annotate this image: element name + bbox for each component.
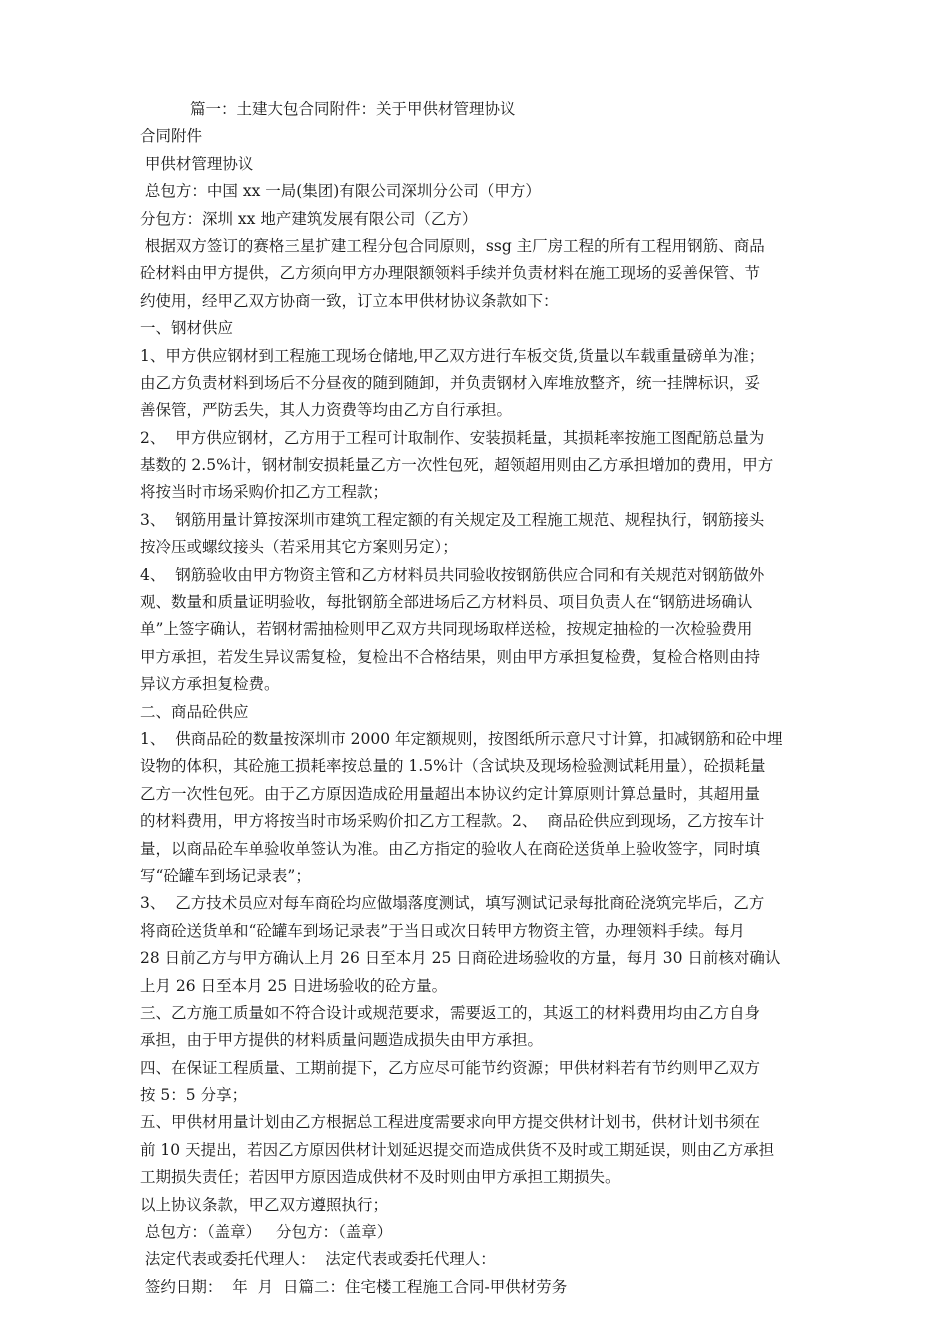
text-line: 将商砼送货单和“砼罐车到场记录表”于当日或次日转甲方物资主管，办理领料手续。每月 [140, 921, 745, 940]
text-line: 观、数量和质量证明验收，每批钢筋全部进场后乙方材料员、项目负责人在“钢筋进场确认 [140, 593, 753, 612]
text-line: 三、乙方施工质量如不符合设计或规范要求，需要返工的，其返工的材料费用均由乙方自身 [140, 1003, 761, 1022]
text-line: 签约日期： 年 月 日篇二：住宅楼工程施工合同-甲供材劳务 [140, 1277, 568, 1296]
text-line: 承担，由于甲方提供的材料质量问题造成损失由甲方承担。 [140, 1031, 544, 1050]
document-body [140, 123, 820, 1301]
text-line: 合同附件 [140, 127, 203, 146]
text-line: 设物的体积，其砼施工损耗率按总量的 1.5%计（含试块及现场检验测试耗用量），砼损耗量 [140, 757, 766, 776]
text-line: 28 日前乙方与甲方确认上月 26 日至本月 25 日商砼进场验收的方量，每月 30 日前核对确认 [140, 949, 781, 968]
text-line: 甲供材管理协议 [140, 154, 254, 173]
text-line: 的材料费用，甲方将按当时市场采购价扣乙方工程款。2、 商品砼供应到现场，乙方按车计 [140, 812, 765, 831]
text-line: 约使用，经甲乙双方协商一致，订立本甲供材协议条款如下： [140, 291, 559, 310]
text-line: 量，以商品砼车单验收单签认为准。由乙方指定的验收人在商砼送货单上验收签字，同时填 [140, 839, 761, 858]
text-line: 按冷压或螺纹接头（若采用其它方案则另定）； [140, 538, 458, 557]
text-line: 总包方：中国 xx 一局(集团)有限公司深圳分公司（甲方） [140, 182, 541, 201]
text-line: 总包方：（盖章） 分包方：（盖章） [140, 1223, 393, 1242]
text-line: 四、在保证工程质量、工期前提下，乙方应尽可能节约资源；甲供材料若有节约则甲乙双方 [140, 1058, 761, 1077]
text-line: 甲方承担，若发生异议需复检，复检出不合格结果，则由甲方承担复检费，复检合格则由持 [140, 647, 761, 666]
text-line: 单”上签字确认，若钢材需抽检则甲乙双方共同现场取样送检，按规定抽检的一次检验费用 [140, 620, 753, 639]
text-line: 异议方承担复检费。 [140, 675, 280, 694]
text-line: 3、 钢筋用量计算按深圳市建筑工程定额的有关规定及工程施工规范、规程执行，钢筋接头 [140, 510, 765, 529]
text-line: 善保管，严防丢失，其人力资费等均由乙方自行承担。 [140, 401, 513, 420]
text-line: 分包方：深圳 xx 地产建筑发展有限公司（乙方） [140, 209, 478, 228]
text-line: 乙方一次性包死。由于乙方原因造成砼用量超出本协议约定计算原则计算总量时，其超用量 [140, 784, 761, 803]
text-line: 3、 乙方技术员应对每车商砼均应做塌落度测试，填写测试记录每批商砼浇筑完毕后，乙方 [140, 894, 765, 913]
text-line: 4、 钢筋验收由甲方物资主管和乙方材料员共同验收按钢筋供应合同和有关规范对钢筋做外 [140, 565, 765, 584]
text-line: 1、甲方供应钢材到工程施工现场仓储地,甲乙双方进行车板交货,货量以车载重量磅单为准； [140, 346, 765, 365]
text-line: 工期损失责任；若因甲方原因造成供材不及时则由甲方承担工期损失。 [140, 1168, 621, 1187]
text-line: 将按当时市场采购价扣乙方工程款； [140, 483, 389, 502]
text-line: 前 10 天提出，若因乙方原因供材计划延迟提交而造成供货不及时或工期延误，则由乙方承担 [140, 1140, 775, 1159]
text-line: 五、甲供材用量计划由乙方根据总工程进度需要求向甲方提交供材计划书，供材计划书须在 [140, 1113, 761, 1132]
document-page [140, 96, 820, 1301]
text-line: 一、钢材供应 [140, 319, 234, 338]
text-line: 二、商品砼供应 [140, 702, 249, 721]
text-line: 写“砼罐车到场记录表”； [140, 866, 311, 885]
text-line: 1、 供商品砼的数量按深圳市 2000 年定额规则，按图纸所示意尺寸计算，扣减钢筋和砼中埋 [140, 729, 783, 748]
text-line: 法定代表或委托代理人： 法定代表或委托代理人： [140, 1250, 496, 1269]
text-line: 根据双方签订的赛格三星扩建工程分包合同原则，ssg 主厂房工程的所有工程用钢筋、商品 [140, 236, 765, 255]
text-line: 砼材料由甲方提供，乙方须向甲方办理限额领料手续并负责材料在施工现场的妥善保管、节 [140, 264, 761, 283]
text-line: 基数的 2.5%计，钢材制安损耗量乙方一次性包死，超领超用则由乙方承担增加的费用，甲方 [140, 456, 774, 475]
text-line: 按 5：5 分享； [140, 1086, 248, 1105]
text-line: 以上协议条款，甲乙双方遵照执行； [140, 1195, 389, 1214]
text-line: 由乙方负责材料到场后不分昼夜的随到随卸，并负责钢材入库堆放整齐，统一挂牌标识，妥 [140, 373, 761, 392]
document-title: 篇一：土建大包合同附件：关于甲供材管理协议 [190, 100, 516, 118]
text-line: 上月 26 日至本月 25 日进场验收的砼方量。 [140, 976, 448, 995]
text-line: 2、 甲方供应钢材，乙方用于工程可计取制作、安装损耗量，其损耗率按施工图配筋总量为 [140, 428, 765, 447]
